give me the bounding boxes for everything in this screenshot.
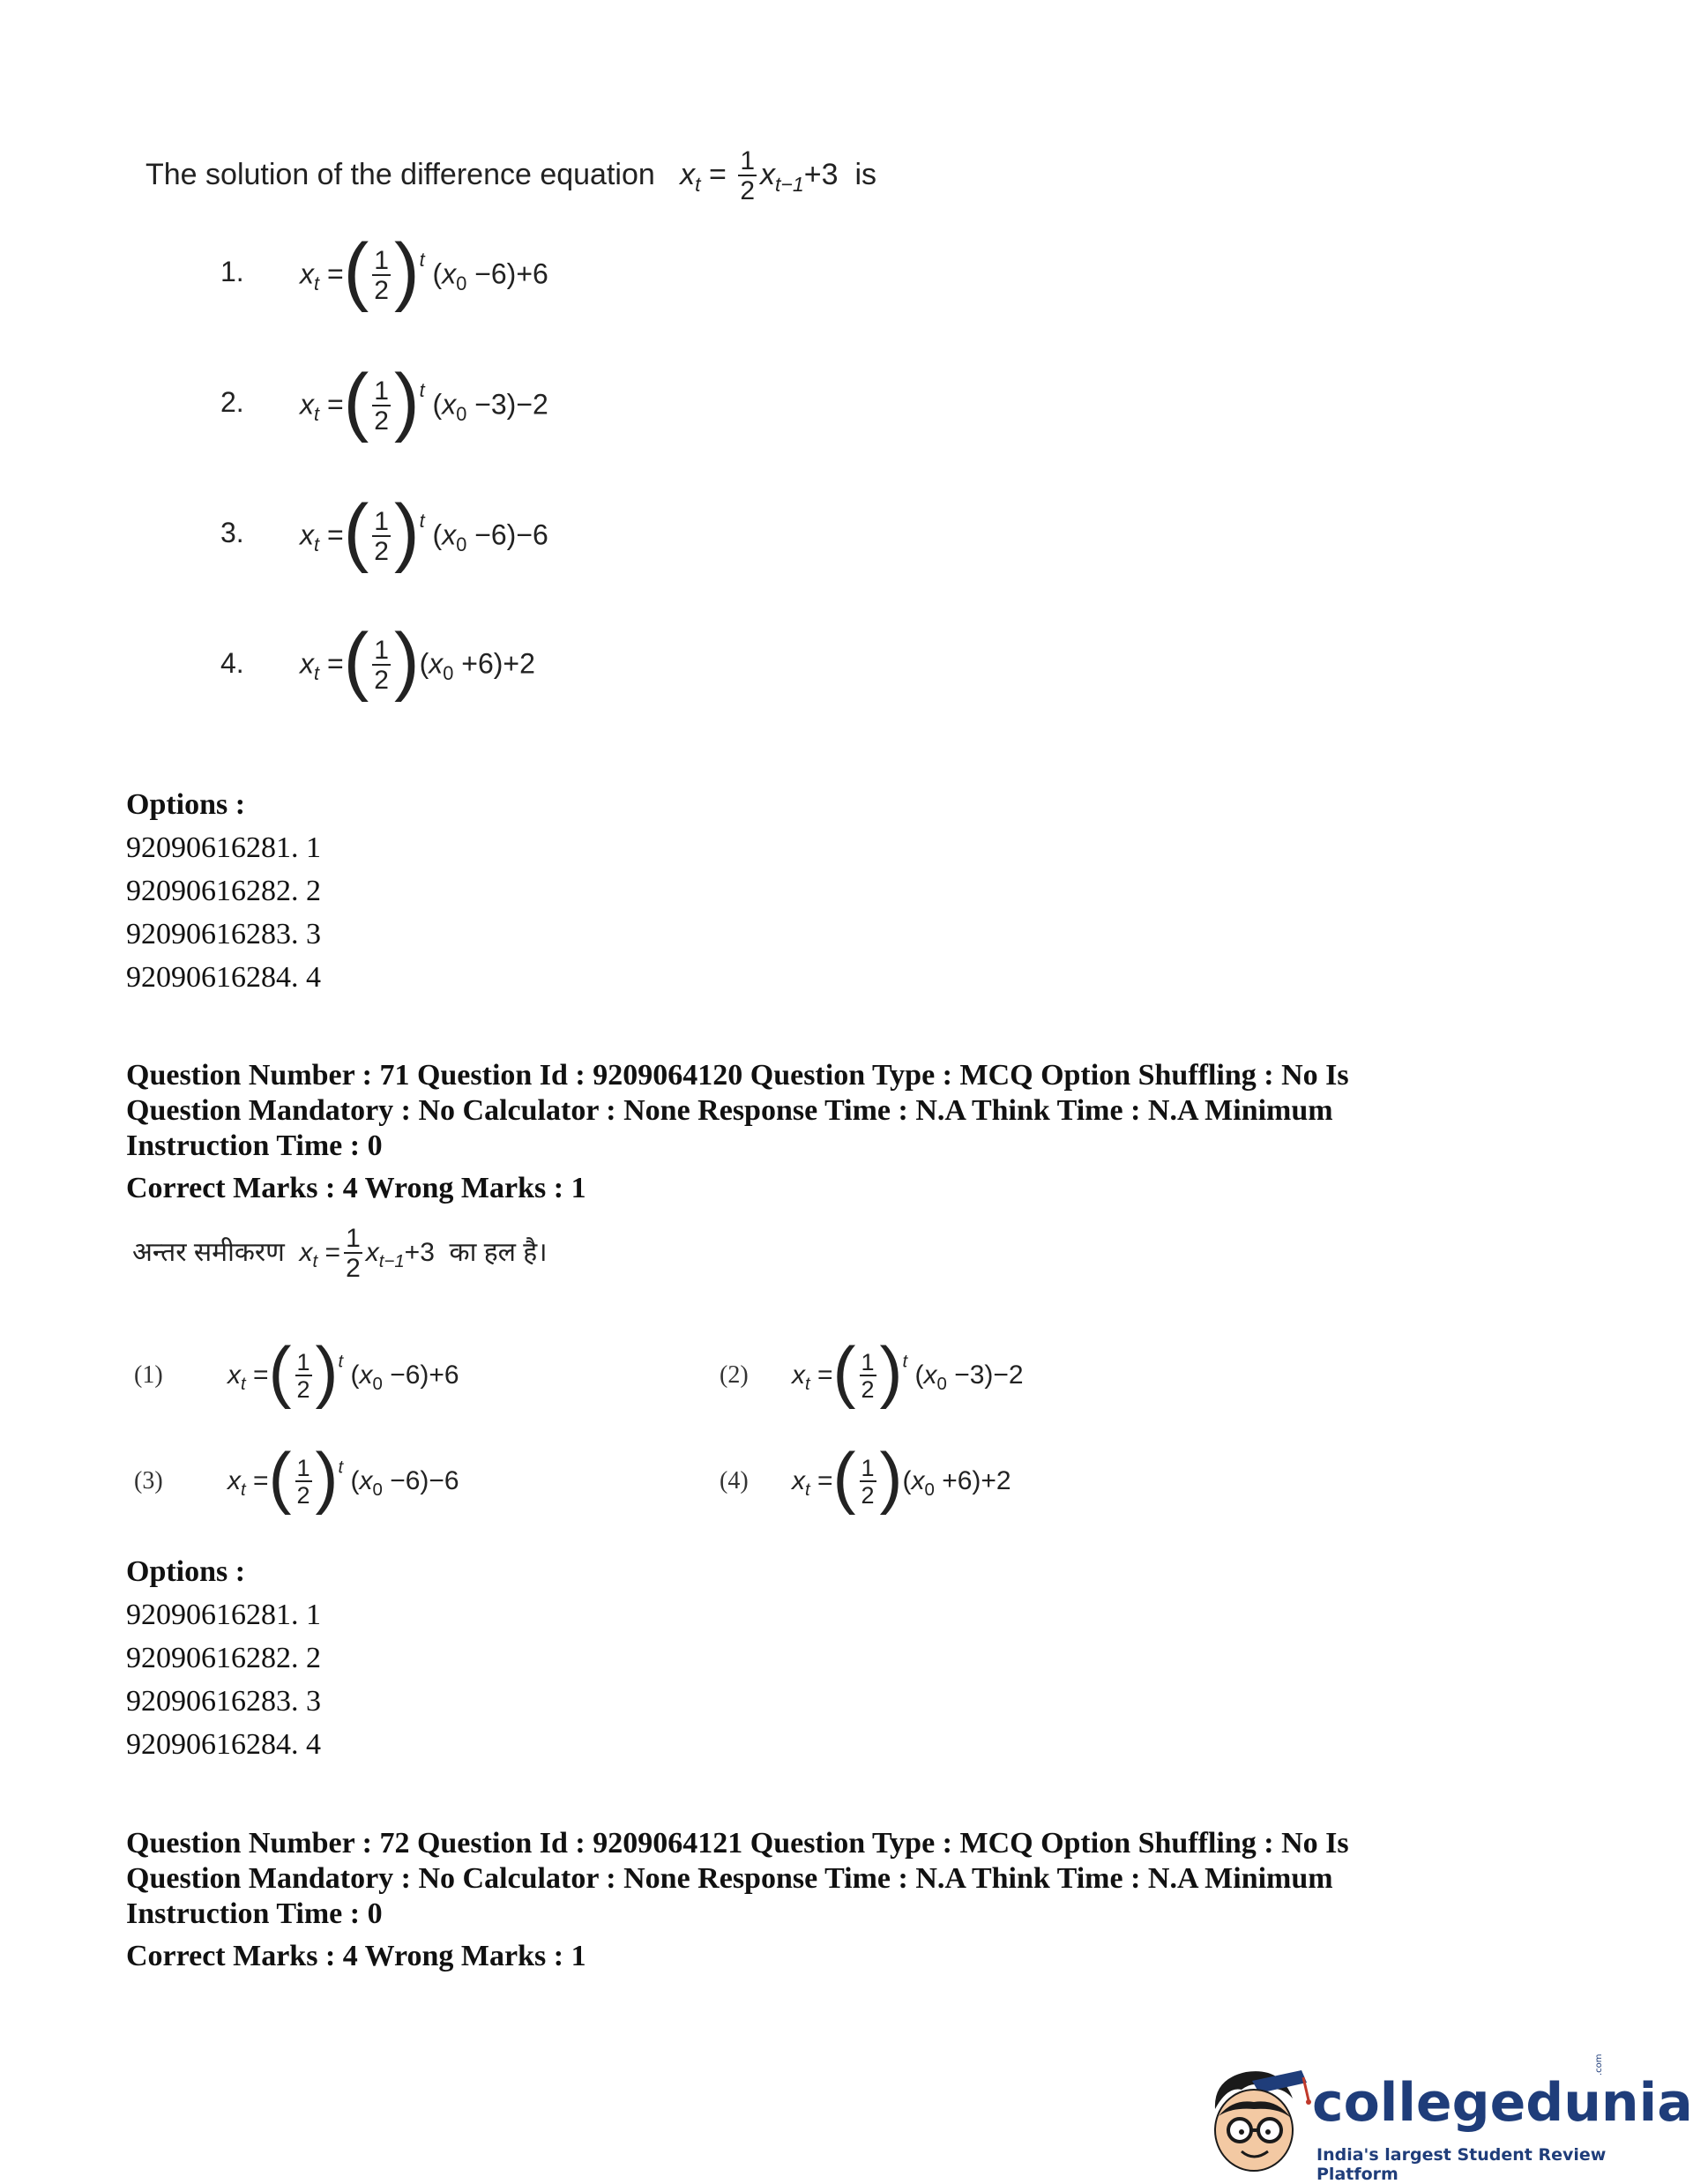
option-item: 92090616283. 3 <box>126 918 321 950</box>
eq-rhs-tail: +3 <box>803 157 839 191</box>
question-meta-line: Question Mandatory : No Calculator : None Response Time : N.A Think Time : N.A Minimum <box>126 1862 1333 1895</box>
question-71-meta <box>126 1058 1581 1206</box>
choice-number: 3. <box>220 517 244 548</box>
option-item: 92090616282. 2 <box>126 875 321 907</box>
options-heading: Options : <box>126 1555 246 1588</box>
hindi-stem-suffix: का हल है। <box>449 1237 548 1267</box>
eq-rhs: x <box>760 157 775 191</box>
hindi-choice-3-number: (3) <box>134 1467 163 1495</box>
option-item: 92090616281. 1 <box>126 1599 321 1631</box>
question-marks: Correct Marks : 4 Wrong Marks : 1 <box>126 1172 586 1204</box>
question-meta-line: Question Number : 71 Question Id : 9209064120 Question Type : MCQ Option Shuffling : No Is <box>126 1059 1349 1092</box>
eq-lhs-sub: t <box>695 173 701 197</box>
question-stem-english: The solution of the difference equation $x_t$ = $\frac{1}{2}$ $x_{t-1}+3$ is <box>145 146 877 205</box>
hindi-choice-1-formula: $x_t$ =( $\frac{1}{2}$ )$^t$ $(x_0 -6)+6$ <box>227 1332 459 1410</box>
options-block-1 <box>126 783 321 999</box>
hindi-choice-3-formula: $x_t$ =( $\frac{1}{2}$ )$^t$ $(x_0 -6)-6$ <box>227 1438 459 1516</box>
eq-lhs: x <box>680 157 696 191</box>
hindi-choice-1-number: (1) <box>134 1361 163 1389</box>
option-item: 92090616284. 4 <box>126 961 321 994</box>
choice-2 <box>220 386 244 419</box>
option-item: 92090616283. 3 <box>126 1685 321 1718</box>
option-item: 92090616284. 4 <box>126 1728 321 1761</box>
question-meta-line: Question Mandatory : No Calculator : None Response Time : N.A Think Time : N.A Minimum <box>126 1094 1333 1127</box>
options-block-2 <box>126 1550 321 1766</box>
question-meta-line: Instruction Time : 0 <box>126 1129 383 1162</box>
choice-3 <box>220 517 244 549</box>
question-meta-line: Instruction Time : 0 <box>126 1897 383 1930</box>
choice-number: 1. <box>220 256 244 287</box>
hindi-choice-2-number: (2) <box>720 1361 749 1389</box>
options-heading: Options : <box>126 788 246 821</box>
choice-4-formula: $x_t$ =( $\frac{1}{2}$ )$(x_0 +6)+2$ <box>300 618 535 703</box>
brand-tagline: India's largest Student Review Platform <box>1316 2145 1607 2184</box>
choice-1 <box>220 256 244 288</box>
question-meta-line: Question Number : 72 Question Id : 9209064121 Question Type : MCQ Option Shuffling : No Is <box>126 1827 1349 1860</box>
choice-3-formula: $x_t$ =( $\frac{1}{2}$ )$^t$ $(x_0 -6)-6$ <box>300 489 548 574</box>
stem-suffix: is <box>854 157 877 191</box>
option-item: 92090616282. 2 <box>126 1642 321 1674</box>
question-marks: Correct Marks : 4 Wrong Marks : 1 <box>126 1940 586 1972</box>
choice-2-formula: $x_t$ =( $\frac{1}{2}$ )$^t$ $(x_0 -3)-2$ <box>300 359 548 444</box>
hindi-choice-4-formula: $x_t$ =( $\frac{1}{2}$ )$(x_0 +6)+2$ <box>792 1438 1011 1516</box>
mascot-icon <box>1197 2063 1312 2178</box>
eq-rhs-sub: t−1 <box>775 173 804 197</box>
option-item: 92090616281. 1 <box>126 831 321 864</box>
choice-4 <box>220 647 244 680</box>
choice-number: 2. <box>220 386 244 418</box>
hindi-choice-2-formula: $x_t$ =( $\frac{1}{2}$ )$^t$ $(x_0 -3)-2$ <box>792 1332 1024 1410</box>
question-stem-hindi: अन्तर समीकरण $x_t$ = $\frac{1}{2}$ $x_{t-1}+3$ का हल है। <box>132 1224 548 1283</box>
hindi-stem-prefix: अन्तर समीकरण <box>132 1237 285 1267</box>
brand-logo-text: collegedunia <box>1312 2072 1693 2134</box>
eq-fraction: $\frac{1}{2}$ <box>740 146 755 205</box>
hindi-choice-4-number: (4) <box>720 1467 749 1495</box>
choice-1-formula: $x_t$ =( $\frac{1}{2}$ )$^t$ $(x_0 -6)+6$ <box>300 228 548 313</box>
choice-number: 4. <box>220 647 244 679</box>
stem-text: The solution of the difference equation <box>145 157 655 191</box>
question-72-meta <box>126 1826 1581 1974</box>
brand-logo-suffix: .com <box>1594 2054 1604 2076</box>
